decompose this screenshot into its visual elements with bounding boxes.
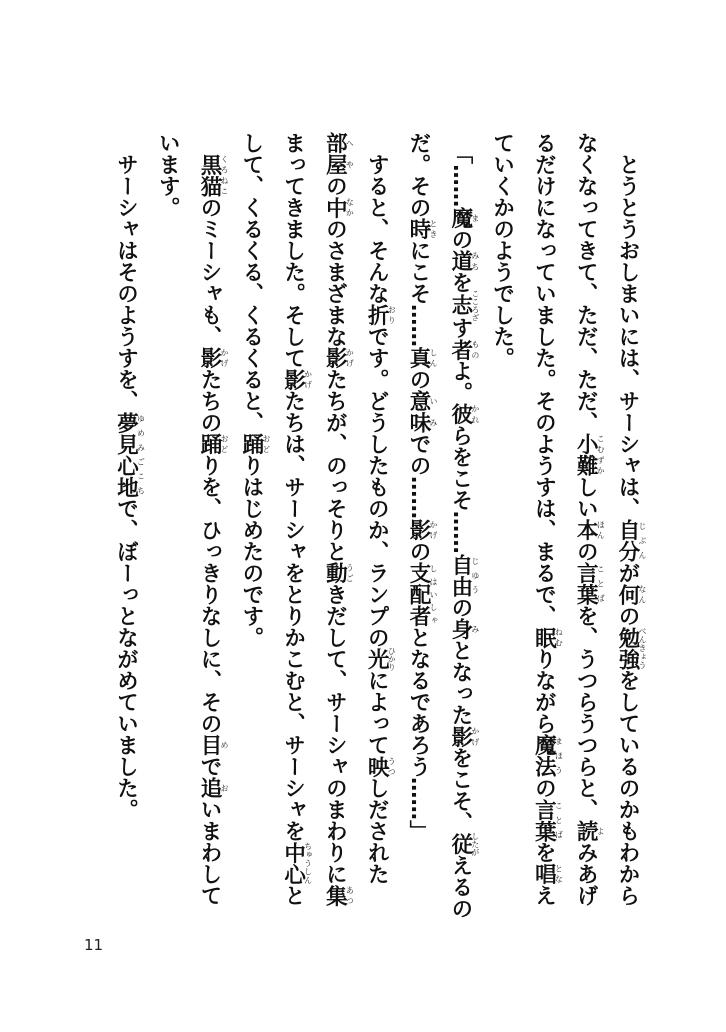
ruby-reading: おり [387,304,397,326]
ruby-word: 影かげ [322,347,355,369]
ruby-word: 勉強べんきょう [615,626,647,670]
text-run: として、くるくる、くるくると、 [238,132,306,906]
text-run: の [615,605,640,627]
ruby-word: 魔法まほう [531,734,564,777]
text-run: のさまざまな [322,218,348,347]
text-run: サーシャはそのようすを、 [113,153,139,412]
ruby-reading: ことば [596,562,606,605]
ruby-word: 影かげ [447,725,480,748]
text-run: となるであろう……」 [406,626,432,842]
ruby-reading: もの [470,338,480,361]
ruby-word: 自分じぶん [615,519,647,562]
text-run: の [531,777,557,799]
ruby-reading: いみ [429,390,439,433]
ruby-word: 目め [197,734,230,756]
text-run: たちは、サーシャをとりかこむと、サーシャを [280,390,306,842]
text-run: まってきました。そして [280,132,306,369]
text-run: です。どうしたものか、ランプの [364,325,390,648]
ruby-word: 魔ま [447,207,480,229]
text-run: りを、ひっきりなしに、その [197,454,223,734]
ruby-reading: しはいしゃ [429,562,439,627]
text-run: の [447,596,473,619]
text-run: 「…… [447,153,473,208]
ruby-word: 唱とな [531,863,564,885]
text-run: を [447,271,473,294]
ruby-reading: べんきょう [638,626,647,670]
text-run: す [447,317,473,339]
ruby-word: 光ひかり [364,646,397,671]
ruby-word: 彼かれ [447,403,480,425]
text-run: たちが、のっそりと [322,368,348,562]
ruby-word: 自由じゆう [447,553,480,597]
ruby-word: 動うご [322,562,355,584]
text-run: を、うつらうつらと、 [573,605,599,820]
ruby-reading: うつ [387,755,397,777]
ruby-reading: かげ [429,519,439,541]
text-run: によって [364,669,390,756]
ruby-reading: こころざ [470,289,480,322]
ruby-word: 折おり [364,304,397,326]
text-run: で、ぼーっとながめていました。 [113,497,139,820]
ruby-word: 道みち [447,250,480,272]
ruby-word: 集あつ [322,884,355,906]
text-run: の [447,228,473,251]
ruby-reading: みち [470,250,480,272]
text-run: みあげるだけになっていました。そのようすは、まるで、 [531,132,599,906]
text-run: りながら [531,648,557,734]
ruby-reading: くろねこ [220,153,230,197]
text-run: が [615,562,640,584]
ruby-word: 支配者しはいしゃ [406,562,439,627]
vertical-text-body [88,132,648,922]
ruby-reading: うご [345,562,355,584]
text-run: えていくかのようでした。 [489,132,557,906]
ruby-word: 影かげ [406,519,439,541]
ruby-word: 部屋へや [322,132,355,175]
ruby-word: 時とき [406,218,439,240]
ruby-word: 眠ねむ [531,626,564,648]
ruby-reading: ひかり [387,646,397,671]
text-run: をこそ、 [447,747,473,834]
ruby-reading: こむずか [596,433,606,476]
text-run: の [406,540,432,562]
ruby-word: 踊おど [197,433,230,455]
ruby-word: 身み [447,618,480,640]
ruby-word: 言葉ことば [573,562,606,605]
paragraph-5 [105,132,147,922]
ruby-word: 真しん [406,347,439,369]
ruby-word: 影かげ [197,347,230,369]
paragraph-4 [146,132,230,922]
text-run: を [531,841,557,863]
ruby-word: 黒猫くろねこ [197,153,230,197]
text-run: となった [447,639,473,726]
text-run: のミーシャも、 [197,196,223,347]
text-run: すると、そんな [364,153,390,304]
ruby-word: 読よ [573,820,606,842]
text-run: の [406,368,432,390]
ruby-word: 何なん [615,583,647,605]
ruby-reading: み [470,618,480,640]
text-run: をしているのかもわからなくなってきて、ただ、ただ、 [573,132,640,906]
page-number: 11 [84,936,104,954]
ruby-word: 本ほん [573,519,606,541]
ruby-reading: お [220,777,230,799]
ruby-reading: じぶん [638,519,647,562]
text-run: とうとうおしまいには、サーシャは、 [615,153,640,519]
ruby-reading: したが [470,832,480,856]
text-run: えるのだ。その [406,132,473,920]
text-run: りはじめたのです。 [238,454,264,648]
ruby-reading: おど [261,433,271,455]
ruby-reading: ことば [554,798,564,842]
ruby-reading: とき [429,218,439,240]
ruby-reading: ちゅうしん [303,841,313,885]
ruby-word: 者もの [447,338,480,361]
ruby-reading: へや [345,132,355,175]
text-run: たちの [197,368,223,433]
ruby-word: 中心ちゅうしん [280,841,313,885]
ruby-reading: あつ [345,884,355,906]
ruby-word: 意味いみ [406,390,439,433]
ruby-reading: おど [220,433,230,455]
ruby-reading: ま [470,207,480,229]
text-run: いまわしています。 [155,132,223,906]
ruby-word: 従したが [447,832,480,856]
text-run: の [322,175,348,197]
ruby-reading: とな [554,863,564,885]
text-run: らをこそ…… [447,424,473,554]
ruby-word: 言葉ことば [531,798,564,842]
text-run: しだされた [364,777,390,885]
text-run: の [573,540,599,562]
ruby-reading: かげ [220,347,230,369]
ruby-word: 追お [197,777,230,799]
text-run: きだして、サーシャのまわりに [322,583,348,885]
ruby-word: 志こころざ [447,289,480,322]
ruby-reading: かげ [470,725,480,748]
ruby-reading: しん [429,347,439,369]
ruby-reading: じゆう [470,553,480,597]
ruby-word: 踊おど [238,433,271,455]
paragraph-1 [481,132,648,922]
ruby-word: 映うつ [364,755,397,777]
ruby-reading: かげ [303,368,313,390]
ruby-reading: なか [345,196,355,218]
ruby-reading: ゆめみごこち [136,411,146,498]
ruby-word: 小難こむずか [573,433,606,476]
ruby-word: 中なか [322,196,355,218]
text-run: で [197,755,223,777]
ruby-reading: なん [638,583,647,605]
paragraph-2 [397,132,481,922]
ruby-reading: かげ [345,347,355,369]
text-run: しい [573,476,599,519]
ruby-reading: かれ [470,403,480,425]
text-run: よ。 [447,360,473,404]
ruby-word: 夢見心地ゆめみごこち [113,411,146,498]
ruby-reading: よ [596,820,606,842]
text-run: にこそ…… [406,239,432,347]
ruby-reading: め [220,734,230,756]
ruby-word: 影かげ [280,368,313,390]
ruby-reading: まほう [554,734,564,777]
text-run: での…… [406,433,432,519]
ruby-reading: ねむ [554,626,564,648]
ruby-reading: ほん [596,519,606,541]
paragraph-3 [230,132,397,922]
